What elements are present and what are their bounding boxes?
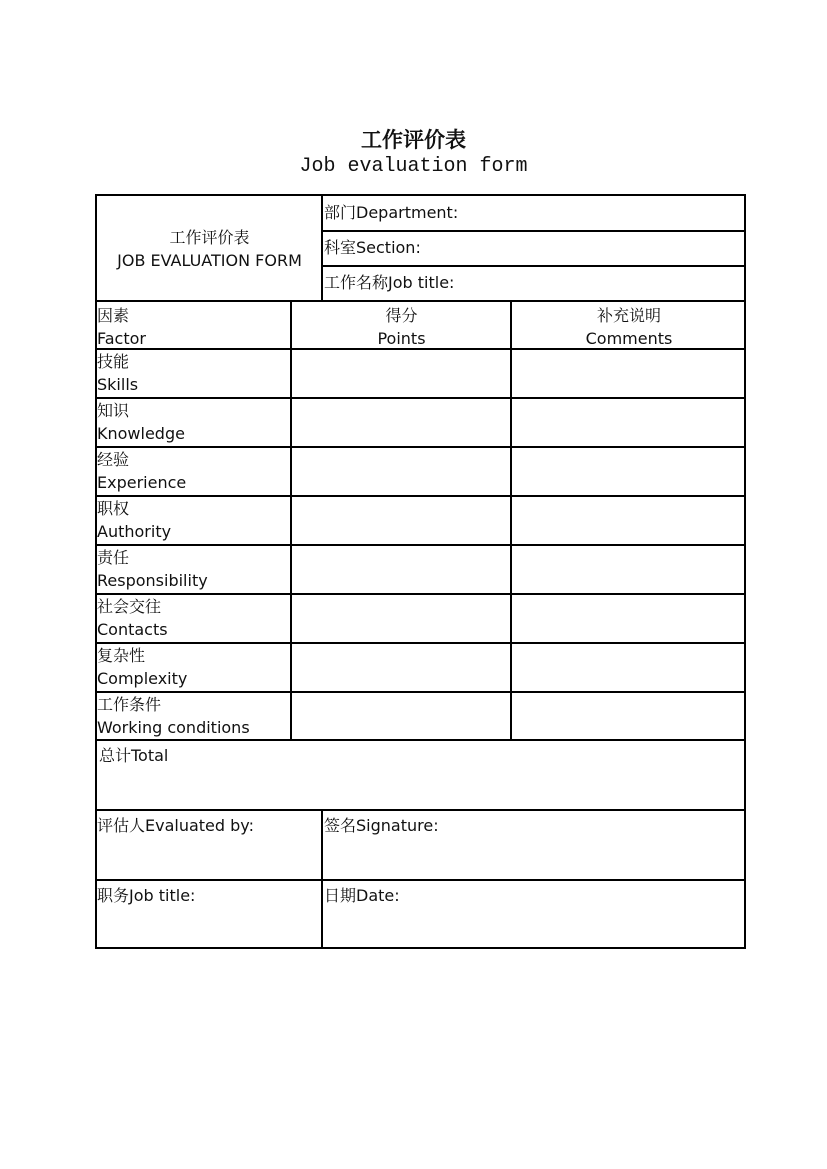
factor-name-cn: 社会交往 <box>97 597 162 616</box>
points-cell[interactable] <box>292 595 510 641</box>
factor-header-en: Factor <box>97 329 146 348</box>
points-cell[interactable] <box>292 350 510 396</box>
points-cell[interactable] <box>292 448 510 494</box>
factor-name-cn: 知识 <box>97 401 130 420</box>
factor-name-en: Responsibility <box>97 571 208 590</box>
points-cell[interactable] <box>292 693 510 739</box>
column-header-factor <box>97 304 290 350</box>
form-label-cn: 工作评价表 <box>169 228 250 247</box>
factor-name-cn: 技能 <box>97 352 130 371</box>
department-field[interactable]: 部门Department: <box>324 203 459 222</box>
job-evaluation-form <box>95 194 746 949</box>
factor-row-label <box>97 595 289 641</box>
form-label <box>97 226 322 272</box>
factor-name-en: Knowledge <box>97 424 185 443</box>
factor-row-label <box>97 693 289 739</box>
points-column-divider <box>510 300 512 741</box>
factor-row-label <box>97 644 289 690</box>
factor-name-en: Complexity <box>97 669 188 688</box>
factor-name-en: Authority <box>97 522 172 541</box>
comments-header-cn: 补充说明 <box>596 306 661 325</box>
factor-row-label <box>97 546 289 592</box>
comments-cell[interactable] <box>512 595 746 641</box>
job-title-field[interactable]: 工作名称Job title: <box>324 273 455 292</box>
comments-cell[interactable] <box>512 693 746 739</box>
page-title: 工作评价表 <box>361 127 466 152</box>
comments-cell[interactable] <box>512 644 746 690</box>
comments-cell[interactable] <box>512 399 746 445</box>
points-header-en: Points <box>377 329 426 348</box>
total-field[interactable]: 总计Total <box>99 746 169 765</box>
factor-row-label <box>97 350 289 396</box>
footer-column-divider <box>321 809 323 949</box>
factor-name-cn: 复杂性 <box>97 646 146 665</box>
factor-name-en: Skills <box>97 375 139 394</box>
section-field[interactable]: 科室Section: <box>324 238 421 257</box>
date-field[interactable]: 日期Date: <box>324 886 400 905</box>
comments-cell[interactable] <box>512 350 746 396</box>
total-bottom-line <box>97 809 746 811</box>
factor-name-cn: 经验 <box>97 450 130 469</box>
points-cell[interactable] <box>292 546 510 592</box>
header-line-2 <box>322 265 746 267</box>
factor-area-bottom-line <box>97 739 746 741</box>
header-line-1 <box>322 230 746 232</box>
signature-field[interactable]: 签名Signature: <box>324 816 439 835</box>
comments-header-en: Comments <box>585 329 673 348</box>
points-cell[interactable] <box>292 497 510 543</box>
evaluator-job-title-field[interactable]: 职务Job title: <box>97 886 196 905</box>
header-bottom-line <box>97 300 746 302</box>
factor-name-en: Experience <box>97 473 187 492</box>
factor-row-label <box>97 399 289 445</box>
points-cell[interactable] <box>292 399 510 445</box>
evaluated-by-field[interactable]: 评估人Evaluated by: <box>97 816 254 835</box>
factor-name-en: Working conditions <box>97 718 250 737</box>
comments-cell[interactable] <box>512 448 746 494</box>
factor-column-divider <box>290 300 292 741</box>
factor-header-cn: 因素 <box>97 306 130 325</box>
signature-bottom-line <box>97 879 746 881</box>
points-cell[interactable] <box>292 644 510 690</box>
factor-name-cn: 职权 <box>97 499 130 518</box>
comments-cell[interactable] <box>512 546 746 592</box>
form-label-en: JOB EVALUATION FORM <box>117 251 302 270</box>
page-subtitle: Job evaluation form <box>299 155 528 178</box>
comments-cell[interactable] <box>512 497 746 543</box>
factor-row-label <box>97 497 289 543</box>
header-divider-vertical <box>321 196 323 300</box>
factor-name-cn: 工作条件 <box>97 695 162 714</box>
column-header-comments <box>512 304 746 350</box>
factor-name-en: Contacts <box>97 620 168 639</box>
points-header-cn: 得分 <box>385 306 418 325</box>
column-header-points <box>292 304 511 350</box>
factor-row-label <box>97 448 289 494</box>
factor-name-cn: 责任 <box>97 548 130 567</box>
